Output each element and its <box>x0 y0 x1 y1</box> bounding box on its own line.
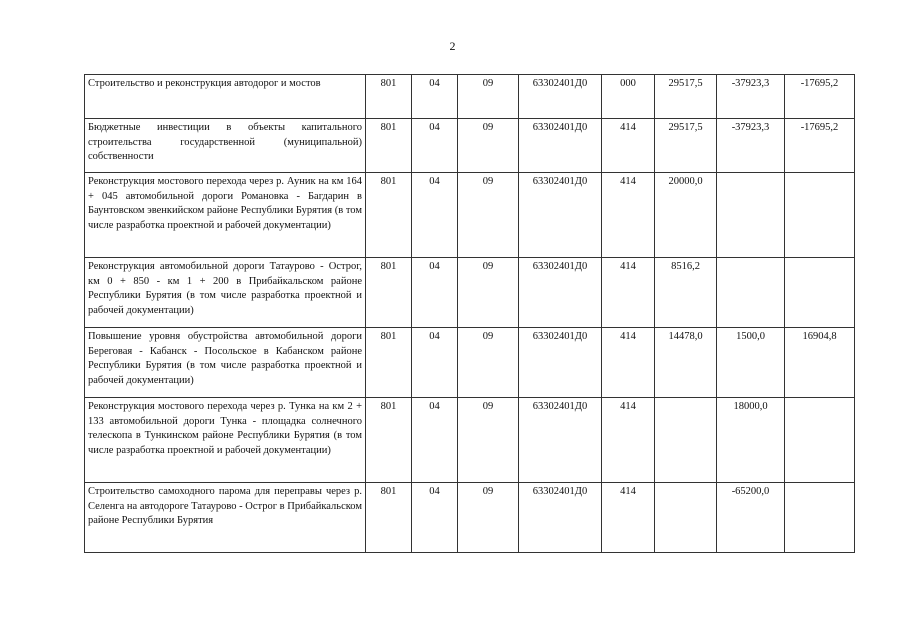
table-row <box>85 258 855 328</box>
page-number: 2 <box>449 39 456 53</box>
subsection-code-cell: 09 <box>458 75 519 119</box>
target-article-cell: 63302401Д0 <box>519 398 602 483</box>
amount-2-cell: 1500,0 <box>717 328 785 398</box>
ministry-code-cell: 801 <box>366 173 412 258</box>
target-article-cell: 63302401Д0 <box>519 173 602 258</box>
ministry-code-cell: 801 <box>366 398 412 483</box>
amount-2-cell <box>717 258 785 328</box>
row-name-cell: Повышение уровня обустройства автомобильной дороги Береговая - Кабанск - Посольское в Кабанском районе Республики Бурятия (в том числе разработка проектной и рабочей документации) <box>85 328 366 398</box>
ministry-code-cell: 801 <box>366 258 412 328</box>
section-code-cell: 04 <box>412 75 458 119</box>
ministry-code-cell: 801 <box>366 483 412 553</box>
row-name-cell: Бюджетные инвестиции в объекты капитального строительства государственной (муниципальной) собственности <box>85 119 366 173</box>
amount-3-cell <box>785 173 855 258</box>
target-article-cell: 63302401Д0 <box>519 119 602 173</box>
expense-type-cell: 000 <box>602 75 655 119</box>
amount-3-cell <box>785 398 855 483</box>
amount-1-cell: 29517,5 <box>655 75 717 119</box>
amount-1-cell: 29517,5 <box>655 119 717 173</box>
expense-type-cell: 414 <box>602 483 655 553</box>
amount-3-cell <box>785 483 855 553</box>
target-article-cell: 63302401Д0 <box>519 75 602 119</box>
section-code-cell: 04 <box>412 483 458 553</box>
subsection-code-cell: 09 <box>458 328 519 398</box>
amount-1-cell <box>655 398 717 483</box>
row-name-cell: Реконструкция автомобильной дороги Татаурово - Острог, км 0 + 850 - км 1 + 200 в Прибайкальском районе Республики Бурятия (в том числе разработка проектной и рабочей документации) <box>85 258 366 328</box>
amount-2-cell: 18000,0 <box>717 398 785 483</box>
target-article-cell: 63302401Д0 <box>519 483 602 553</box>
amount-3-cell: 16904,8 <box>785 328 855 398</box>
subsection-code-cell: 09 <box>458 173 519 258</box>
ministry-code-cell: 801 <box>366 119 412 173</box>
budget-table <box>84 74 855 553</box>
target-article-cell: 63302401Д0 <box>519 258 602 328</box>
expense-type-cell: 414 <box>602 398 655 483</box>
amount-3-cell: -17695,2 <box>785 75 855 119</box>
table-row <box>85 173 855 258</box>
row-name-cell: Строительство самоходного парома для переправы через р. Селенга на автодороге Татаурово - Острог в Прибайкальском районе Республики Бурятия <box>85 483 366 553</box>
amount-1-cell: 14478,0 <box>655 328 717 398</box>
expense-type-cell: 414 <box>602 258 655 328</box>
section-code-cell: 04 <box>412 258 458 328</box>
expense-type-cell: 414 <box>602 119 655 173</box>
row-name-cell: Реконструкция мостового перехода через р. Тунка на км 2 + 133 автомобильной дороги Тунка - площадка солнечного телескопа в Тункинском районе Республики Бурятия (в том числе разработка проектной и рабочей документации) <box>85 398 366 483</box>
subsection-code-cell: 09 <box>458 119 519 173</box>
table-row <box>85 483 855 553</box>
section-code-cell: 04 <box>412 119 458 173</box>
amount-1-cell: 20000,0 <box>655 173 717 258</box>
section-code-cell: 04 <box>412 328 458 398</box>
expense-type-cell: 414 <box>602 173 655 258</box>
ministry-code-cell: 801 <box>366 75 412 119</box>
amount-2-cell <box>717 173 785 258</box>
subsection-code-cell: 09 <box>458 258 519 328</box>
section-code-cell: 04 <box>412 398 458 483</box>
amount-1-cell <box>655 483 717 553</box>
table-row <box>85 398 855 483</box>
row-name-cell: Строительство и реконструкция автодорог и мостов <box>85 75 366 119</box>
expense-type-cell: 414 <box>602 328 655 398</box>
amount-3-cell: -17695,2 <box>785 119 855 173</box>
row-name-cell: Реконструкция мостового перехода через р. Ауник на км 164 + 045 автомобильной дороги Романовка - Багдарин в Баунтовском эвенкийском районе Республики Бурятия (в том числе разработка проектной и рабочей документации) <box>85 173 366 258</box>
amount-2-cell: -37923,3 <box>717 119 785 173</box>
amount-2-cell: -37923,3 <box>717 75 785 119</box>
amount-1-cell: 8516,2 <box>655 258 717 328</box>
subsection-code-cell: 09 <box>458 398 519 483</box>
table-row <box>85 75 855 119</box>
ministry-code-cell: 801 <box>366 328 412 398</box>
section-code-cell: 04 <box>412 173 458 258</box>
amount-3-cell <box>785 258 855 328</box>
amount-2-cell: -65200,0 <box>717 483 785 553</box>
subsection-code-cell: 09 <box>458 483 519 553</box>
target-article-cell: 63302401Д0 <box>519 328 602 398</box>
table-row <box>85 119 855 173</box>
table-row <box>85 328 855 398</box>
